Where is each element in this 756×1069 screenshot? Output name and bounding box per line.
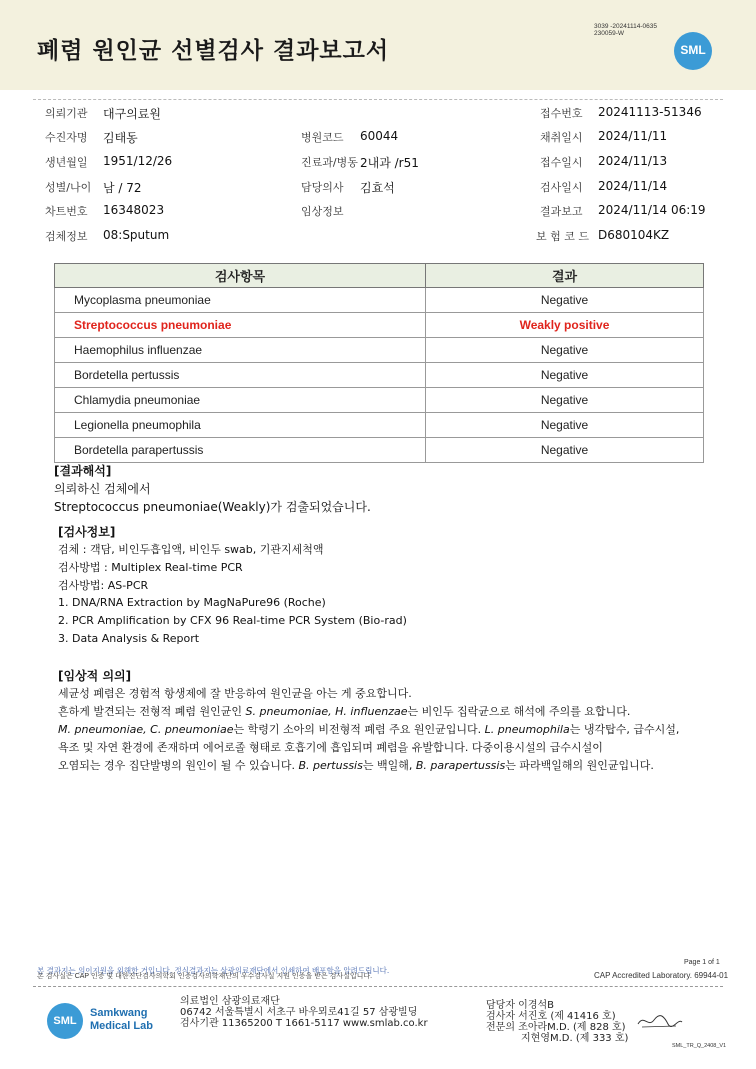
- lab-name-line1: Samkwang: [90, 1007, 148, 1019]
- staff-specialist-1: 전문의 조아라M.D. (제 828 호): [486, 1022, 626, 1033]
- footer-certification: 본 검사실은 CAP 인증 및 대한진단검사의학회 인증검사의학재단의 우수검사실 지원 인증을 받은 검사실입니다.: [37, 973, 373, 980]
- test-result: Negative: [426, 413, 704, 438]
- col-test-item: 검사항목: [55, 264, 426, 288]
- hospital-code-value: 60044: [360, 129, 399, 143]
- receive-date-value: 2024/11/13: [598, 154, 668, 168]
- staff-specialist-2: 지현영M.D. (제 333 호): [521, 1033, 629, 1044]
- test-date-value: 2024/11/14: [598, 179, 668, 193]
- insurance-code-label: 보 험 코 드: [536, 230, 589, 243]
- table-row: [55, 338, 704, 363]
- report-date-value: 2024/11/14 06:19: [598, 203, 706, 217]
- divider: [33, 99, 723, 100]
- doctor-label: 담당의사: [301, 181, 344, 194]
- staff-tester: 검사자 서진호 (제 41416 호): [486, 1011, 616, 1022]
- organism-name: M. pneumoniae, C. pneumoniae: [58, 723, 234, 736]
- test-info-line: 1. DNA/RNA Extraction by MagNaPure96 (Roche): [58, 596, 326, 609]
- test-result: Negative: [426, 388, 704, 413]
- text-span: 는 파라백일해의 원인균입니다.: [505, 759, 654, 772]
- clinical-meaning-line: 욕조 및 자연 환경에 존재하며 에어로졸 형태로 호흡기에 흡입되며 폐렴을 유발합니다. 다중이용시설의 급수시설이: [58, 741, 603, 754]
- specimen-value: 08:Sputum: [103, 228, 170, 242]
- test-info-line: 검체 : 객담, 비인두흡입액, 비인두 swab, 기관지세척액: [58, 543, 324, 556]
- test-item-name: Streptococcus pneumoniae: [55, 313, 426, 338]
- staff-manager: 담당자 이경석B: [486, 1000, 554, 1011]
- test-item-name: Bordetella pertussis: [55, 363, 426, 388]
- hospital-code-label: 병원코드: [301, 131, 344, 144]
- clinical-meaning-line: [58, 757, 654, 773]
- text-span: 는 비인두 집락균으로 해석에 주의를 요합니다.: [407, 705, 631, 718]
- chart-number-label: 차트번호: [45, 205, 88, 218]
- insurance-code-value: D680104KZ: [598, 228, 670, 242]
- birth-label: 생년월일: [45, 156, 88, 169]
- patient-name-label: 수진자명: [45, 131, 88, 144]
- accession-value: 20241113-51346: [598, 105, 702, 119]
- interpretation-line: Streptococcus pneumoniae(Weakly)가 검출되었습니다.: [54, 500, 371, 514]
- results-table: [54, 263, 704, 463]
- table-row: [55, 438, 704, 463]
- results-header-row: [55, 264, 704, 288]
- cap-accreditation: CAP Accredited Laboratory. 69944-01: [594, 971, 729, 980]
- sml-lab-logo-text: SML: [53, 1015, 77, 1027]
- clinical-info-label: 임상정보: [301, 205, 344, 218]
- test-info-line: 검사방법 : Multiplex Real-time PCR: [58, 561, 243, 574]
- test-info-line: 검사방법: AS-PCR: [58, 579, 149, 592]
- text-span: 는 학령기 소아의 비전형적 폐렴 주요 원인균입니다.: [233, 723, 485, 736]
- accession-label: 접수번호: [540, 107, 583, 120]
- sex-age-label: 성별/나이: [45, 181, 92, 194]
- sex-age-value: 남 / 72: [103, 181, 142, 195]
- lab-address: 06742 서울특별시 서초구 바우뫼로41길 57 삼광빌딩: [180, 1007, 418, 1018]
- sml-logo-text: SML: [680, 43, 706, 57]
- test-info-line: 2. PCR Amplification by CFX 96 Real-time PCR System (Bio-rad): [58, 614, 407, 627]
- specimen-label: 검체정보: [45, 230, 88, 243]
- department-label: 진료과/병동: [301, 156, 358, 169]
- footer-divider: [33, 986, 723, 987]
- test-result: Weakly positive: [426, 313, 704, 338]
- chart-number-value: 16348023: [103, 203, 165, 217]
- clinical-meaning-line: [58, 703, 630, 719]
- test-item-name: Haemophilus influenzae: [55, 338, 426, 363]
- text-span: 흔하게 발견되는 전형적 폐렴 원인균인: [58, 705, 246, 718]
- table-row-positive: [55, 313, 704, 338]
- test-info-line: 3. Data Analysis & Report: [58, 632, 200, 645]
- clinical-meaning-heading: [임상적 의의]: [58, 669, 132, 683]
- report-date-label: 결과보고: [540, 205, 583, 218]
- table-row: [55, 413, 704, 438]
- foundation-name: 의료법인 삼광의료재단: [180, 996, 280, 1007]
- lab-name: [90, 1007, 153, 1033]
- text-span: 오염되는 경우 집단발병의 원인이 될 수 있습니다.: [58, 759, 299, 772]
- table-row: [55, 288, 704, 313]
- col-result: 결과: [426, 264, 704, 288]
- interpretation-line: 의뢰하신 검체에서: [54, 482, 151, 496]
- test-item-name: Bordetella parapertussis: [55, 438, 426, 463]
- document-id-line2: 230059-W: [594, 30, 624, 37]
- test-date-label: 검사일시: [540, 181, 583, 194]
- test-result: Negative: [426, 288, 704, 313]
- test-item-name: Legionella pneumophila: [55, 413, 426, 438]
- collect-date-label: 채취일시: [540, 131, 583, 144]
- text-span: 는 냉각탑수, 급수시설,: [569, 723, 680, 736]
- footer-notice: 본 결과지는 의이지원을 외해한 거입니다. 정식결과지는 삼광의료재단에서 인쇄하여 배포함을 알려드립니다.: [37, 966, 390, 975]
- document-id: [594, 23, 657, 37]
- department-value: 2내과 /r51: [360, 156, 419, 170]
- institution-value: 대구의료원: [103, 107, 161, 121]
- doctor-value: 김효석: [360, 181, 395, 195]
- organism-name: B. parapertussis: [415, 759, 506, 772]
- document-id-line1: 3039 -20241114-0635: [594, 23, 658, 30]
- test-result: Negative: [426, 363, 704, 388]
- form-code: SML_TR_Q_2408_V1: [672, 1043, 727, 1049]
- organism-name: L. pneumophila: [484, 723, 570, 736]
- interpretation-heading: [결과해석]: [54, 464, 112, 478]
- lab-contact: 검사기관 11365200 T 1661-5117 www.smlab.co.kr: [180, 1018, 428, 1029]
- lab-name-line2: Medical Lab: [90, 1020, 153, 1032]
- table-row: [55, 388, 704, 413]
- report-title: 폐렴 원인균 선별검사 결과보고서: [37, 38, 390, 64]
- text-span: 는 백일해,: [362, 759, 416, 772]
- patient-name-value: 김태동: [103, 131, 138, 145]
- receive-date-label: 접수일시: [540, 156, 583, 169]
- signature-icon: [636, 1012, 684, 1030]
- page-number: Page 1 of 1: [684, 959, 720, 966]
- birth-value: 1951/12/26: [103, 154, 173, 168]
- test-result: Negative: [426, 338, 704, 363]
- organism-name: S. pneumoniae, H. influenzae: [245, 705, 408, 718]
- organism-name: B. pertussis: [298, 759, 363, 772]
- clinical-meaning-line: [58, 721, 679, 737]
- collect-date-value: 2024/11/11: [598, 129, 668, 143]
- test-result: Negative: [426, 438, 704, 463]
- institution-label: 의뢰기관: [45, 107, 88, 120]
- test-info-heading: [검사정보]: [58, 525, 116, 539]
- test-item-name: Chlamydia pneumoniae: [55, 388, 426, 413]
- table-row: [55, 363, 704, 388]
- clinical-meaning-line: 세균성 폐렴은 경험적 항생제에 잘 반응하여 원인균을 아는 게 중요합니다.: [58, 687, 412, 700]
- test-item-name: Mycoplasma pneumoniae: [55, 288, 426, 313]
